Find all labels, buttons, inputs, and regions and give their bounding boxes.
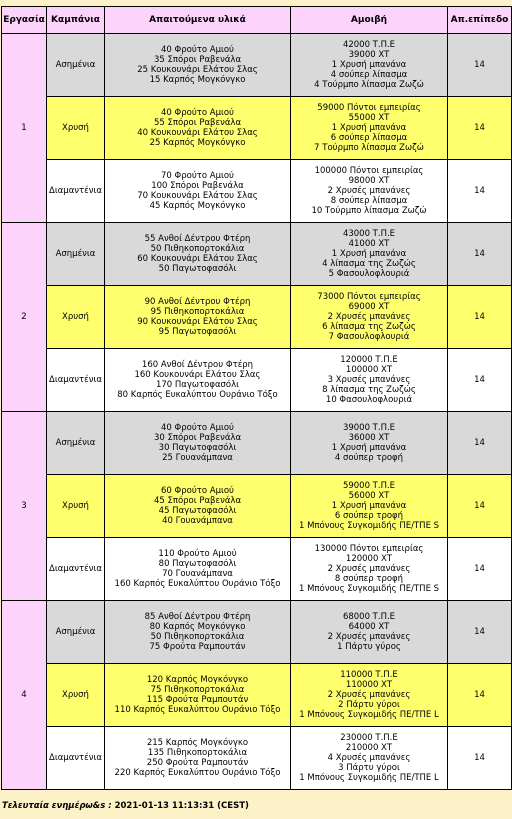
reward-line: 39000 Τ.Π.Ε (342, 423, 396, 433)
campaign-cell: Ασημένια (47, 412, 105, 475)
materials-cell (105, 97, 291, 160)
level-cell: 14 (448, 538, 512, 601)
reward-line: 100000 ΧΤ (345, 365, 393, 375)
reward-line: 41000 ΧΤ (348, 239, 390, 249)
reward-cell (291, 412, 448, 475)
level-cell: 14 (448, 34, 512, 97)
materials-cell (105, 286, 291, 349)
material-line: 15 Καρπός Μογκόνγκο (149, 75, 246, 85)
reward-line: 2 Χρυσές μπανάνες (327, 186, 411, 196)
material-line: 45 Σπόροι Ραβενάλα (153, 496, 242, 506)
material-line: 160 Καρπός Ευκαλύπτου Ουράνιο Τόξο (114, 579, 281, 589)
material-line: 55 Σπόροι Ραβενάλα (153, 118, 242, 128)
campaign-cell: Διαμαντένια (47, 160, 105, 223)
reward-cell (291, 349, 448, 412)
material-line: 45 Καρπός Μογκόνγκο (149, 201, 246, 211)
last-updated-timestamp: 2021-01-13 11:13:31 (CEST) (114, 801, 249, 811)
reward-cell (291, 34, 448, 97)
reward-line: 56000 ΧΤ (348, 491, 390, 501)
reward-cell (291, 223, 448, 286)
reward-cell (291, 727, 448, 790)
materials-cell (105, 349, 291, 412)
level-cell: 14 (448, 223, 512, 286)
reward-line: 110000 Τ.Π.Ε (340, 670, 398, 680)
reward-line: 68000 Τ.Π.Ε (342, 612, 396, 622)
material-line: 115 Φρούτα Ραμπουτάν (146, 695, 249, 705)
campaign-cell: Χρυσή (47, 475, 105, 538)
reward-cell (291, 475, 448, 538)
reward-line: 5 Φασουλοφλουριά (328, 269, 410, 279)
table-row (2, 97, 512, 160)
material-line: 55 Ανθοί Δέντρου Φτέρη (144, 234, 251, 244)
table-body (2, 34, 512, 790)
reward-line: 1 Χρυσή μπανάνα (331, 443, 407, 453)
reward-cell (291, 538, 448, 601)
level-cell: 14 (448, 349, 512, 412)
reward-line: 120000 Τ.Π.Ε (340, 355, 398, 365)
reward-line: 4 σούπερ τροφή (334, 453, 404, 463)
reward-line: 1 Χρυσή μπανάνα (331, 123, 407, 133)
level-cell: 14 (448, 97, 512, 160)
material-line: 160 Κουκουνάρι Ελάτου Σλας (134, 370, 261, 380)
level-cell: 14 (448, 664, 512, 727)
material-line: 60 Κουκουνάρι Ελάτου Σλας (137, 254, 258, 264)
reward-line: 98000 ΧΤ (348, 176, 390, 186)
material-line: 90 Κουκουνάρι Ελάτου Σλας (137, 317, 258, 327)
material-line: 70 Κουκουνάρι Ελάτου Σλας (137, 191, 258, 201)
campaign-cell: Χρυσή (47, 664, 105, 727)
material-line: 45 Παγωτοφασόλι (158, 506, 237, 516)
reward-line: 7 Τούρμπο λίπασμα Ζωζώ (314, 143, 424, 153)
header-level: Απ.επίπεδο (448, 7, 512, 34)
material-line: 160 Ανθοί Δέντρου Φτέρη (141, 360, 254, 370)
material-line: 25 Γουανάμπανα (162, 453, 233, 463)
campaign-table (1, 6, 512, 790)
material-line: 100 Σπόροι Ραβενάλα (151, 181, 244, 191)
table-row (2, 475, 512, 538)
reward-line: 1 Πάρτυ γύρος (337, 642, 401, 652)
reward-line: 69000 ΧΤ (348, 302, 390, 312)
material-line: 40 Γουανάμπανα (162, 516, 233, 526)
material-line: 120 Καρπός Μογκόνγκο (146, 675, 249, 685)
material-line: 30 Σπόροι Ραβενάλα (153, 433, 242, 443)
header-task: Εργασία (2, 7, 47, 34)
material-line: 110 Φρούτο Αμιού (158, 549, 237, 559)
reward-line: 2 Χρυσές μπανάνες (327, 632, 411, 642)
reward-cell (291, 664, 448, 727)
task-number: 3 (2, 412, 47, 601)
reward-line: 3 Χρυσές μπανάνες (327, 375, 411, 385)
level-cell: 14 (448, 286, 512, 349)
material-line: 135 Πιθηκοπορτοκάλια (147, 748, 248, 758)
campaign-cell: Διαμαντένια (47, 538, 105, 601)
reward-line: 1 Χρυσή μπανάνα (331, 501, 407, 511)
material-line: 40 Φρούτο Αμιού (161, 45, 234, 55)
reward-line: 8 σούπερ λίπασμα (330, 196, 408, 206)
table-row (2, 223, 512, 286)
reward-line: 120000 ΧΤ (345, 554, 393, 564)
material-line: 95 Παγωτοφασόλι (158, 327, 237, 337)
last-updated-label: Τελευταία ενημέρω&s : (2, 801, 112, 811)
task-number: 1 (2, 34, 47, 223)
materials-cell (105, 412, 291, 475)
task-number: 2 (2, 223, 47, 412)
reward-line: 42000 Τ.Π.Ε (342, 40, 396, 50)
reward-line: 10 Φασουλοφλουριά (325, 395, 413, 405)
reward-line: 4 Χρυσές μπανάνες (327, 753, 411, 763)
material-line: 60 Φρούτο Αμιού (161, 486, 234, 496)
level-cell: 14 (448, 475, 512, 538)
reward-cell (291, 601, 448, 664)
reward-line: 59000 Τ.Π.Ε (342, 481, 396, 491)
reward-cell (291, 97, 448, 160)
reward-line: 64000 ΧΤ (348, 622, 390, 632)
material-line: 90 Ανθοί Δέντρου Φτέρη (144, 297, 251, 307)
material-line: 35 Σπόροι Ραβενάλα (153, 55, 242, 65)
material-line: 110 Καρπός Ευκαλύπτου Ουράνιο Τόξο (114, 705, 281, 715)
material-line: 50 Παγωτοφασόλι (158, 264, 237, 274)
material-line: 25 Καρπός Μογκόνγκο (149, 138, 246, 148)
materials-cell (105, 538, 291, 601)
material-line: 50 Πιθηκοπορτοκάλια (150, 244, 245, 254)
material-line: 215 Καρπός Μογκόνγκο (146, 738, 249, 748)
level-cell: 14 (448, 160, 512, 223)
header-materials: Απαιτούμενα υλικά (105, 7, 291, 34)
reward-line: 1 Μπόνους Συγκομιδής ΠΕ/ΤΠΕ S (298, 521, 440, 531)
reward-line: 55000 ΧΤ (348, 113, 390, 123)
material-line: 250 Φρούτα Ραμπουτάν (146, 758, 249, 768)
reward-cell (291, 286, 448, 349)
materials-cell (105, 223, 291, 286)
header-campaign: Καμπάνια (47, 7, 105, 34)
reward-line: 130000 Πόντοι εμπειρίας (314, 544, 424, 554)
reward-line: 59000 Πόντοι εμπειρίας (317, 103, 421, 113)
material-line: 85 Ανθοί Δέντρου Φτέρη (144, 612, 251, 622)
materials-cell (105, 601, 291, 664)
table-row (2, 664, 512, 727)
material-line: 40 Φρούτο Αμιού (161, 423, 234, 433)
table-row (2, 349, 512, 412)
campaign-cell: Διαμαντένια (47, 349, 105, 412)
table-row (2, 601, 512, 664)
reward-line: 39000 ΧΤ (348, 50, 390, 60)
reward-line: 210000 ΧΤ (345, 743, 393, 753)
table-row (2, 727, 512, 790)
reward-line: 110000 ΧΤ (345, 680, 393, 690)
material-line: 80 Παγωτοφασόλι (158, 559, 237, 569)
reward-line: 6 λίπασμα της Ζωζώς (322, 322, 416, 332)
reward-cell (291, 160, 448, 223)
table-header-row (2, 7, 512, 34)
reward-line: 1 Μπόνους Συγκομιδής ΠΕ/ΤΠΕ S (298, 584, 440, 594)
reward-line: 1 Χρυσή μπανάνα (331, 60, 407, 70)
material-line: 95 Πιθηκοπορτοκάλια (150, 307, 245, 317)
campaign-cell: Διαμαντένια (47, 727, 105, 790)
reward-line: 1 Χρυσή μπανάνα (331, 249, 407, 259)
reward-line: 4 λίπασμα της Ζωζώς (322, 259, 416, 269)
level-cell: 14 (448, 601, 512, 664)
table-row (2, 538, 512, 601)
campaign-cell: Ασημένια (47, 223, 105, 286)
material-line: 50 Πιθηκοπορτοκάλια (150, 632, 245, 642)
reward-line: 2 Πάρτυ γύροι (338, 700, 400, 710)
material-line: 220 Καρπός Ευκαλύπτου Ουράνιο Τόξο (114, 768, 281, 778)
reward-line: 8 λίπασμα της Ζωζώς (322, 385, 416, 395)
reward-line: 2 Χρυσές μπανάνες (327, 312, 411, 322)
materials-cell (105, 34, 291, 97)
materials-cell (105, 727, 291, 790)
material-line: 70 Φρούτο Αμιού (161, 171, 234, 181)
level-cell: 14 (448, 412, 512, 475)
reward-line: 2 Χρυσές μπανάνες (327, 690, 411, 700)
reward-line: 73000 Πόντοι εμπειρίας (317, 292, 421, 302)
table-row (2, 34, 512, 97)
reward-line: 36000 ΧΤ (348, 433, 390, 443)
material-line: 170 Παγωτοφασόλι (155, 380, 240, 390)
reward-line: 8 σούπερ τροφή (334, 574, 404, 584)
material-line: 80 Καρπός Μογκόνγκο (149, 622, 246, 632)
campaign-cell: Ασημένια (47, 601, 105, 664)
material-line: 30 Παγωτοφασόλι (158, 443, 237, 453)
header-reward: Αμοιβή (291, 7, 448, 34)
reward-line: 2 Χρυσές μπανάνες (327, 564, 411, 574)
campaign-cell: Χρυσή (47, 286, 105, 349)
material-line: 75 Φρούτα Ραμπουτάν (149, 642, 246, 652)
table-row (2, 412, 512, 475)
material-line: 75 Πιθηκοπορτοκάλια (150, 685, 245, 695)
campaign-cell: Χρυσή (47, 97, 105, 160)
reward-line: 100000 Πόντοι εμπειρίας (314, 166, 424, 176)
materials-cell (105, 475, 291, 538)
reward-line: 1 Μπόνους Συγκομιδής ΠΕ/ΤΠΕ L (299, 710, 439, 720)
last-updated (2, 801, 249, 811)
campaign-cell: Ασημένια (47, 34, 105, 97)
materials-cell (105, 664, 291, 727)
reward-line: 4 σούπερ λίπασμα (330, 70, 408, 80)
reward-line: 10 Τούρμπο λίπασμα Ζωζώ (311, 206, 427, 216)
reward-line: 4 Τούρμπο λίπασμα Ζωζώ (314, 80, 424, 90)
reward-line: 6 σούπερ λίπασμα (330, 133, 408, 143)
material-line: 25 Κουκουνάρι Ελάτου Σλας (137, 65, 258, 75)
material-line: 40 Κουκουνάρι Ελάτου Σλας (137, 128, 258, 138)
reward-line: 6 σούπερ τροφή (334, 511, 404, 521)
reward-line: 1 Μπόνους Συγκομιδής ΠΕ/ΤΠΕ L (299, 773, 439, 783)
level-cell: 14 (448, 727, 512, 790)
task-number: 4 (2, 601, 47, 790)
reward-line: 7 Φασουλοφλουριά (328, 332, 410, 342)
reward-line: 43000 Τ.Π.Ε (342, 229, 396, 239)
reward-line: 230000 Τ.Π.Ε (340, 733, 398, 743)
materials-cell (105, 160, 291, 223)
table-row (2, 286, 512, 349)
table-row (2, 160, 512, 223)
material-line: 80 Καρπός Ευκαλύπτου Ουράνιο Τόξο (117, 390, 278, 400)
material-line: 40 Φρούτο Αμιού (161, 108, 234, 118)
material-line: 70 Γουανάμπανα (162, 569, 233, 579)
reward-line: 3 Πάρτυ γύροι (338, 763, 400, 773)
